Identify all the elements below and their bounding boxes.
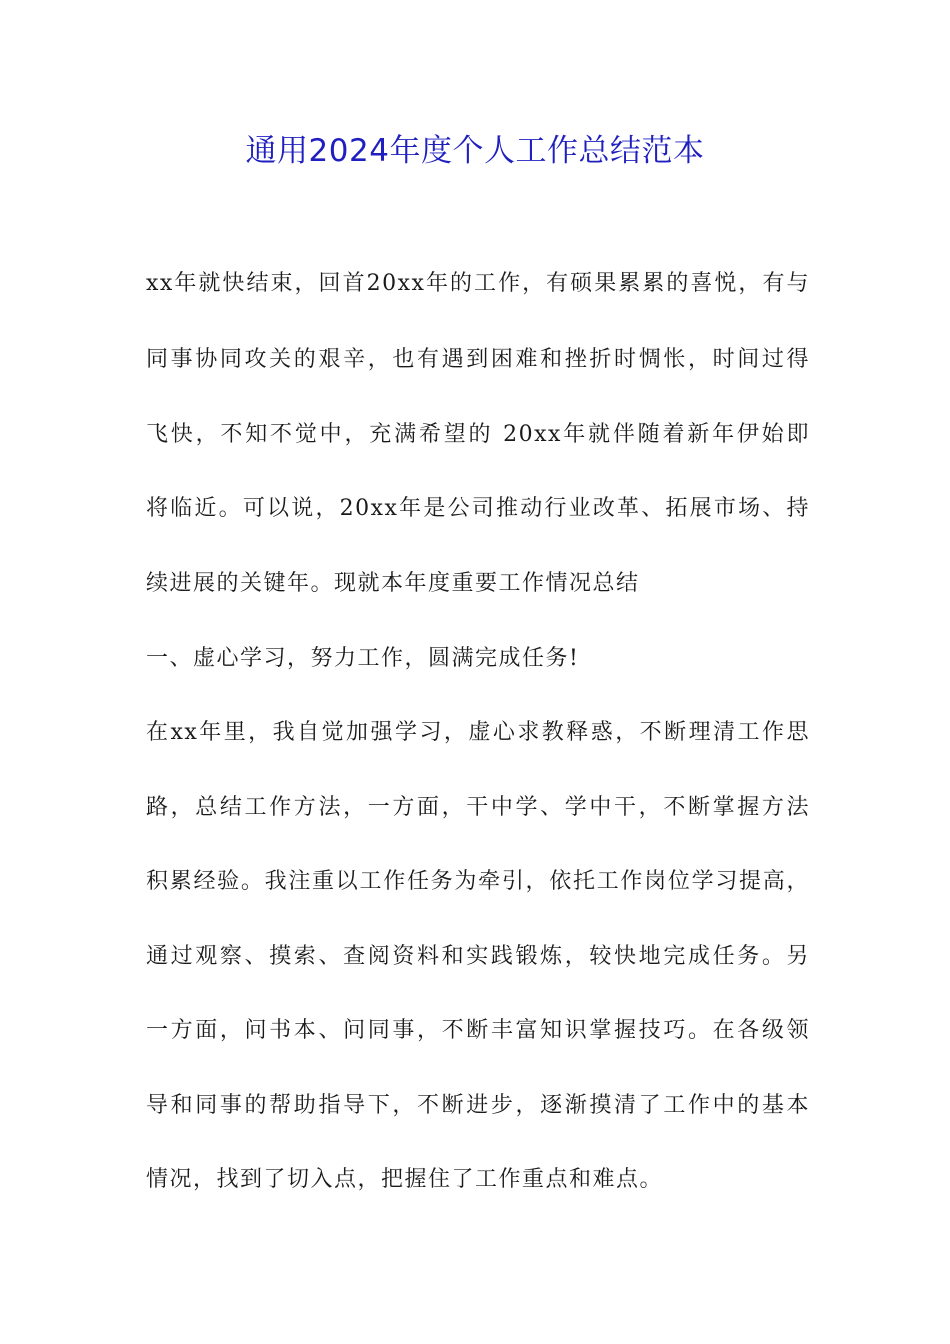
document-title: 通用2024年度个人工作总结范本 <box>245 133 705 169</box>
section-1-heading: 一、虚心学习，努力工作，圆满完成任务! <box>146 646 580 671</box>
intro-line-2: 同事协同攻关的艰辛，也有遇到困难和挫折时惆怅，时间过得 <box>146 347 810 372</box>
section-1-line-6: 导和同事的帮助指导下，不断进步，逐渐摸清了工作中的基本 <box>146 1093 810 1118</box>
section-1-line-4: 通过观察、摸索、查阅资料和实践锻炼，较快地完成任务。另 <box>146 944 810 969</box>
section-1-line-2: 路，总结工作方法，一方面，干中学、学中干，不断掌握方法 <box>146 795 810 820</box>
intro-line-4: 将临近。可以说，20xx年是公司推动行业改革、拓展市场、持 <box>146 496 810 521</box>
section-1-line-7: 情况，找到了切入点，把握住了工作重点和难点。 <box>146 1167 664 1192</box>
intro-line-3: 飞快，不知不觉中，充满希望的 20xx年就伴随着新年伊始即 <box>146 422 810 447</box>
section-1-line-1: 在xx年里，我自觉加强学习，虚心求教释惑，不断理清工作思 <box>146 720 810 745</box>
intro-line-5: 续进展的关键年。现就本年度重要工作情况总结 <box>146 571 640 596</box>
intro-line-1: xx年就快结束，回首20xx年的工作，有硕果累累的喜悦，有与 <box>146 271 810 296</box>
section-1-line-5: 一方面，问书本、问同事，不断丰富知识掌握技巧。在各级领 <box>146 1018 810 1043</box>
section-1-line-3: 积累经验。我注重以工作任务为牵引，依托工作岗位学习提高， <box>146 869 810 894</box>
